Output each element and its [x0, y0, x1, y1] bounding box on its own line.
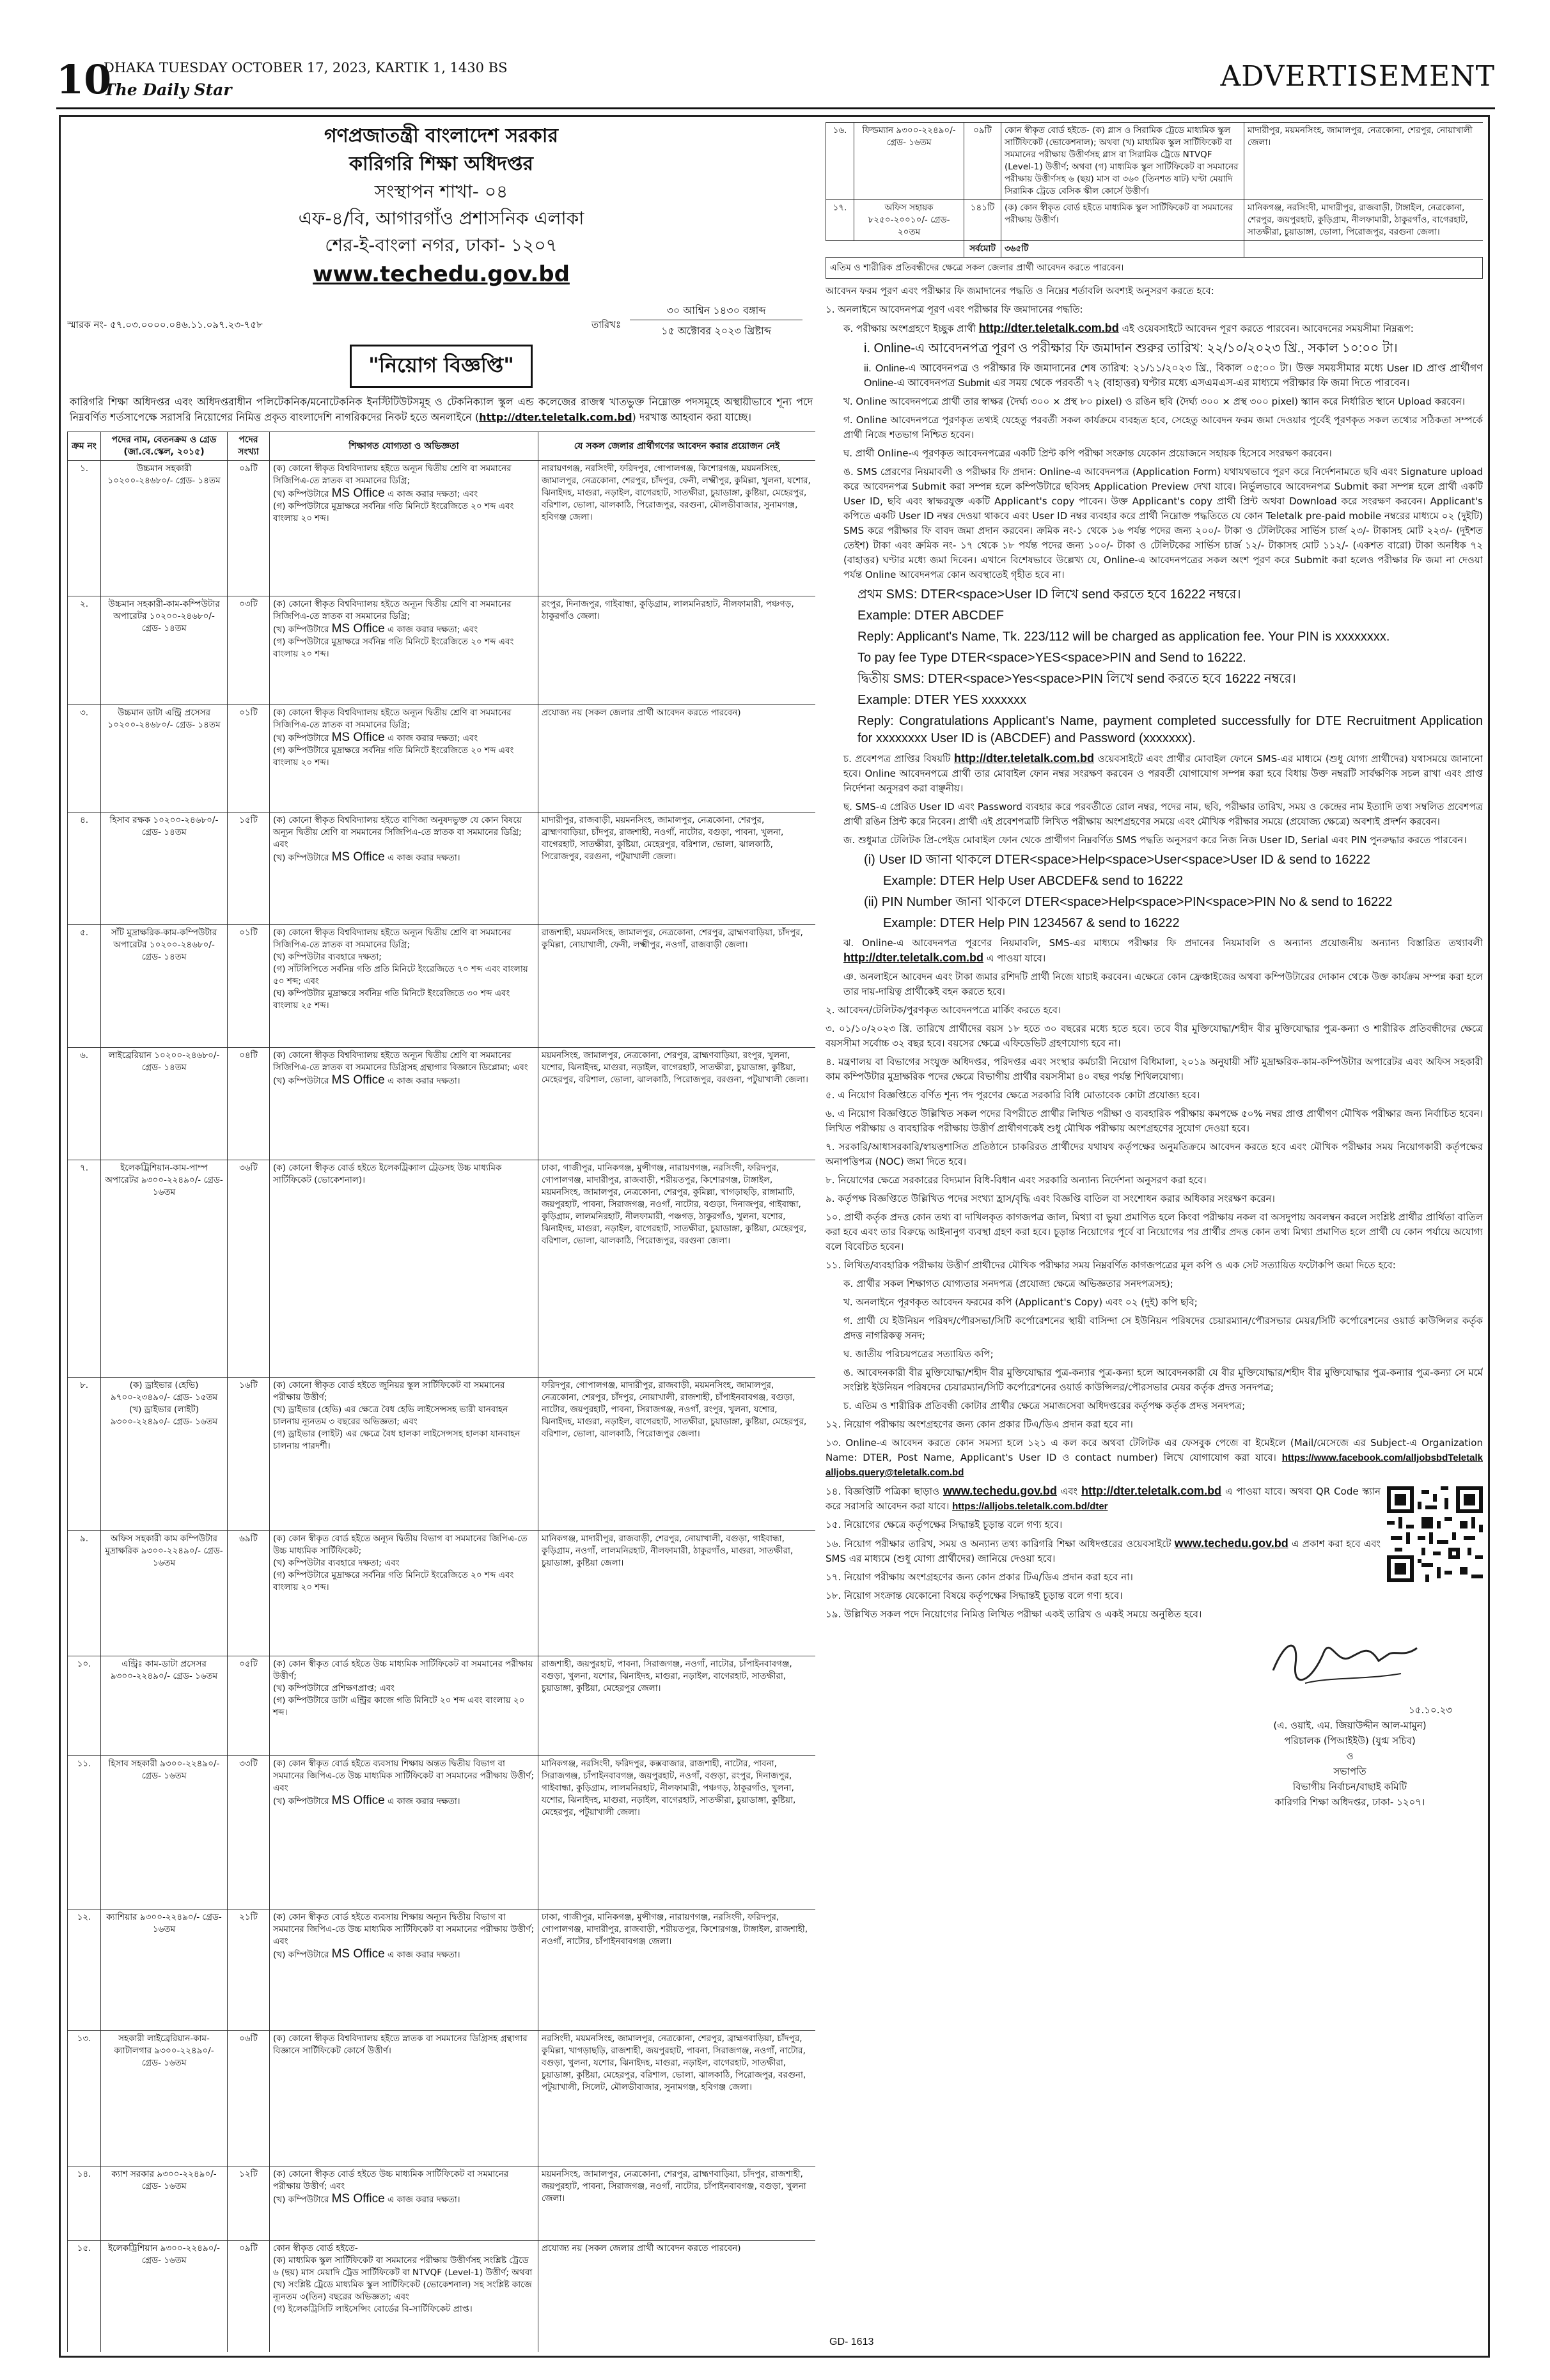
table-row — [68, 461, 816, 596]
qualification-line: (ক) কোনো স্বীকৃত বোর্ড হইতে জুনিয়র স্কুল সার্টিফিকেট বা সমমানের পরীক্ষায় উত্তীর্ণ; — [273, 1380, 505, 1403]
row-count: ০৬টি — [228, 2031, 270, 2166]
table-row — [68, 1048, 816, 1160]
qualification-text: (খ) কম্পিউটারে — [273, 489, 329, 499]
ms-office-label: MS Office — [331, 1947, 385, 1961]
ms-office-label: MS Office — [331, 850, 385, 864]
row-post: হিসাব রক্ষক ১০২০০-২৪৬৮০/- গ্রেড- ১৪তম — [101, 813, 228, 925]
instruction-4: ৪. মন্ত্রণালয় বা বিভাগের সংযুক্ত অধিদপ্তর, পরিদপ্তর এবং সংস্থার কর্মচারী নিয়োগ বিধিমালা, ২০১৯ অনুযায়ী সাঁট মুদ্রাক্ষরিক-কাম-কম্পিউটার অপারেটর এবং অফিস সহকারী কাম কম্পিউটার মুদ্রাক্ষরিক পদের ক্ষেত্রে বিভাগীয় প্রার্থীর বয়সসীমা ৪০ বছর পর্যন্ত শিথিলযোগ্য। — [826, 1056, 1483, 1082]
row-qualification — [270, 596, 538, 705]
qualification-text: এ কাজ করার দক্ষতা। — [387, 1076, 460, 1086]
header-post: পদের নাম, বেতনক্রম ও গ্রেড (জা.বে.স্কেল, ২০১৫) — [101, 432, 228, 461]
signatory-title: পরিচালক (পিআইইউ) (যুগ্ম সচিব) — [1284, 1735, 1416, 1746]
qualification-text: এ কাজ করার দক্ষতা। — [387, 1796, 460, 1807]
instruction-13: ১৩. Online-এ আবেদন করতে কোন সমস্যা হলে ১২১ এ কল করে অথবা টেলিটক এর ফেসবুক পেজে বা ইমেইলে (Mail/মেসেজে এর Subject-এ Organization Name: DTER, Post Name, Applicant's User ID ও contact number) লিখে যোগাযোগ করা যাবে। https://www.facebook.com/alljobsbdTeletalk alljobs.query@teletalk.com.bd — [826, 1437, 1483, 1478]
total-value: ৩৬৫টি — [1001, 241, 1244, 258]
qualification-line: (ক) কোনো স্বীকৃত বিশ্ববিদ্যালয় হইতে বাণিজ্য অনুষদভুক্ত যে কোন বিষয়ে অন্যূন দ্বিতীয় শ্রেণি বা সমমানের সিজিপিএ-তে স্নাতক বা সমমানের ডিগ্রি; এবং — [273, 815, 522, 850]
ms-office-label: MS Office — [331, 622, 385, 635]
row-count: ২১টি — [228, 1909, 270, 2031]
table-row — [68, 2241, 816, 2353]
row-districts: রংপুর, দিনাজপুর, গাইবান্ধা, কুড়িগ্রাম, লালমনিরহাট, নীলফামারী, পঞ্চগড়, ঠাকুরগাঁও জেলা। — [538, 596, 816, 705]
row-serial: ১৪. — [68, 2166, 101, 2241]
row-qualification — [270, 1531, 538, 1656]
row-count: ৩৬টি — [228, 1160, 270, 1378]
instruction-11c: গ. প্রার্থী যে ইউনিয়ন পরিষদ/পৌরসভা/সিটি কর্পোরেশনের স্থায়ী বাসিন্দা সে ইউনিয়ন পরিষদের চেয়ারম্যান/পৌরসভার মেয়র/সিটি কর্পোরেশনের ওয়ার্ড কাউন্সিলর কর্তৃক প্রদত্ত নাগরিকত্ব সনদ; — [843, 1315, 1483, 1341]
qualification-line: (ক) কোনো স্বীকৃত বিশ্ববিদ্যালয় হইতে অন্যূন দ্বিতীয় শ্রেণি বা সমমানের সিজিপিএ-তে স্নাতক বা সমমানের ডিগ্রি; — [273, 599, 512, 621]
qualification-line: (ক) কোন স্বীকৃত বোর্ড হইতে অন্যূন দ্বিতীয় বিভাগ বা সমমানের জিপিএ-তে উচ্চ মাধ্যমিক সার্টিফিকেট; — [273, 1534, 528, 1556]
qualification-line: (ঘ) কম্পিউটার মুদ্রাক্ষরে সর্বনিম্ন গতি মিনিটে ইংরেজিতে ৩০ শব্দ এবং বাংলায় ২৫ শব্দ। — [273, 988, 510, 1011]
instruction-1j: ঞ. অনলাইনে আবেদন এবং টাকা জমার রশিদটি প্রার্থী নিজে যাচাই করবেন। এক্ষেত্রে কোন ফ্রেঞ্চাইজের অথবা কম্পিউটারের দোকান থেকে উক্ত কার্যক্রম সম্পন্ন করা হলে তার দায়-দায়িত্ব প্রার্থীকেই বহন করতে হবে। — [843, 971, 1483, 997]
qualification-line: (গ) ড্রাইভার (লাইট) এর ক্ষেত্রে বৈধ হালকা লাইসেন্সসহ হালকা যানবাহন চালনায় পারদর্শী। — [273, 1429, 521, 1451]
instruction-1h: জ. শুধুমাত্র টেলিটক প্রি-পেইড মোবাইল ফোন থেকে প্রার্থীগণ নিম্নবর্ণিত SMS পদ্ধতি অনুসরণ করে নিজ নিজ User ID, Serial এবং PIN পুনরুদ্ধার করতে পারবেন। — [843, 834, 1467, 846]
table-row — [68, 1531, 816, 1656]
qualification-line: (খ) কম্পিউটার ব্যবহারে দক্ষতা; এবং — [273, 1558, 400, 1568]
instructions — [826, 284, 1483, 1622]
instruction-1: ১. অনলাইনে আবেদনপত্র পূরণ এবং পরীক্ষার ফি জমাদানের পদ্ধতি: — [826, 304, 1083, 315]
instruction-1i: ঝ. Online-এ আবেদনপত্র পূরণের নিয়মাবলি, SMS-এর মাধ্যমে পরীক্ষার ফি প্রদানের নিয়মাবলি ও অন্যান্য প্রয়োজনীয় অন্যান্য বিস্তারিত তথ্যাবলী http://dter.teletalk.com.bd এ পাওয়া যাবে। — [843, 937, 1483, 964]
row-qualification — [270, 813, 538, 925]
qualification-line — [273, 487, 535, 501]
page-number: 10 — [56, 56, 112, 103]
posts-table — [67, 432, 815, 2352]
sms-first: প্রথম SMS: DTER<space>User ID লিখে send করতে হবে 16222 নম্বরে। — [857, 587, 1241, 602]
instruction-3: ৩. ০১/১০/২০২৩ খ্রি. তারিখে প্রার্থীদের বয়স ১৮ হতে ৩০ বছরের মধ্যে হতে হবে। তবে বীর মুক্তিযোদ্ধা/শহীদ বীর মুক্তিযোদ্ধার পুত্র-কন্যা ও শারীরিক প্রতিবন্ধীদের ক্ষেত্রে বয়সসীমা সর্বোচ্চ ৩২ বছর হবে। বয়সের ক্ষেত্রে এফিডেভিট গ্রহণযোগ্য হবে না। — [826, 1023, 1483, 1049]
qualification-line: (ক) কোনো স্বীকৃত বিশ্ববিদ্যালয় হইতে স্নাতক বা সমমানের ডিগ্রিসহ গ্রন্থাগার বিজ্ঞানে সার্টিফিকেট কোর্সে উত্তীর্ণ। — [273, 2034, 528, 2056]
dter-link[interactable]: http://dter.teletalk.com.bd — [1081, 1484, 1222, 1497]
qualification-line — [273, 623, 535, 636]
row-post: ক্যাশ সরকার ৯৩০০-২২৪৯০/- গ্রেড- ১৬তম — [101, 2166, 228, 2241]
qualification-line: (ক) কোন স্বীকৃত বোর্ড হইতে উচ্চ মাধ্যমিক সার্টিফিকেট বা সমমানের পরীক্ষায় উত্তীর্ণ; — [273, 1659, 533, 1681]
qualification-text: (খ) কম্পিউটারে — [273, 1950, 329, 1960]
gd-code: GD- 1613 — [829, 2337, 874, 2347]
row-qualification — [270, 2031, 538, 2166]
qualification-line: (গ) কম্পিউটারে মুদ্রাক্ষরে সর্বনিম্ন গতি মিনিটে ইংরেজিতে ২০ শব্দ এবং বাংলায় ২০ শব্দ। — [273, 745, 514, 768]
row-qualification — [270, 2166, 538, 2241]
address-line-1: এফ-৪/বি, আগারগাঁও প্রশাসনিক এলাকা — [298, 208, 584, 229]
row-serial: ৭. — [68, 1160, 101, 1378]
government-name: গণপ্রজাতন্ত্রী বাংলাদেশ সরকার — [324, 125, 558, 147]
row-post: উচ্চমান ডাটা এন্ট্রি প্রসেসর ১০২০০-২৪৬৮০/- গ্রেড- ১৪তম — [101, 705, 228, 813]
right-column — [826, 122, 1483, 2352]
committee-role: সভাপতি — [1333, 1766, 1366, 1777]
instruction-19: ১৯. উল্লিখিত সকল পদে নিয়োগের নিমিত্ত লিখিত পরীক্ষা একই তারিখ ও একই সময়ে অনুষ্ঠিত হবে। — [826, 1608, 1202, 1620]
sms-second-example: Example: DTER YES xxxxxxx — [857, 693, 1027, 707]
orphan-disabled-note: এতিম ও শারীরিক প্রতিবন্ধীদের ক্ষেত্রে সকল জেলার প্রার্থী আবেদন করতে পারবেন। — [826, 257, 1483, 279]
help-user-id: (i) User ID জানা থাকলে DTER<space>Help<space>User<space>User ID & send to 16222 — [864, 853, 1370, 867]
facebook-link[interactable]: https://www.facebook.com/alljobsbdTeletalk — [1281, 1452, 1483, 1463]
qualification-text: এ কাজ করার দক্ষতা; এবং — [387, 625, 478, 635]
techedu-link[interactable]: www.techedu.gov.bd — [943, 1484, 1057, 1497]
table-row — [68, 596, 816, 705]
row-serial: ৯. — [68, 1531, 101, 1656]
table-row — [68, 1756, 816, 1909]
row-post: সাঁট মুদ্রাক্ষরিক-কাম-কম্পিউটার অপারেটর ১০২০০-২৪৬৮০/- গ্রেড- ১৪তম — [101, 925, 228, 1048]
signature-graphic — [1267, 1626, 1433, 1696]
qr-code[interactable] — [1387, 1486, 1483, 1582]
row-serial: ৪. — [68, 813, 101, 925]
row-districts: রাজশাহী, ময়মনসিংহ, জামালপুর, নেত্রকোনা, শেরপুর, ব্রাহ্মণবাড়িয়া, চাঁদপুর, কুমিল্লা, নোয়াখালী, ফেনী, লক্ষ্মীপুর, নওগাঁ, রাজবাড়ী জেলা। — [538, 925, 816, 1048]
masthead — [56, 56, 1495, 107]
qualification-line: (ক) কোনো স্বীকৃত বিশ্ববিদ্যালয় হইতে অন্যূন দ্বিতীয় শ্রেণি বা সমমানের সিজিপিএ-তে স্নাতক বা সমমানের ডিগ্রি; — [273, 463, 512, 486]
memo-reference: স্মারক নং- ৫৭.০৩.০০০০.০৪৬.১১.০৯৭.২৩-৭৫৮ — [67, 319, 263, 331]
row-districts: মানিকগঞ্জ, নরসিংদী, মাদারীপুর, রাজবাড়ী, টাঙ্গাইল, নেত্রকোনা, শেরপুর, জয়পুরহাট, কুড়িগ্রাম, নীলফামারী, ঠাকুরগাঁও, বাগেরহাট, সাতক্ষীরা, চুয়াডাঙ্গা, ভোলা, পিরোজপুর, বরগুনা জেলা। — [1244, 200, 1483, 241]
table-header-row — [68, 432, 816, 461]
qualification-line — [273, 1794, 535, 1808]
row-qualification — [270, 1160, 538, 1378]
instruction-10: ১০. প্রার্থী কর্তৃক প্রদত্ত কোন তথ্য বা দাখিলকৃত কাগজপত্র জাল, মিথ্যা বা ভুয়া প্রমাণিত হলে কিংবা পরীক্ষায় নকল বা অসদুপায় অবলম্বন করলে সংশ্লিষ্ট প্রার্থীর প্রার্থিতা বাতিল করা হবে এবং তার বিরুদ্ধে আইনানুগ ব্যবস্থা গ্রহণ করা হবে। চূড়ান্ত নিয়োগের পূর্বে বা নিয়োগের পর প্রার্থীর প্রদত্ত কোন তথ্য মিথ্যা প্রমাণিত হলে প্রার্থী যে কোন পর্যায়ে অযোগ্য বলে বিবেচিত হবেন। — [826, 1211, 1483, 1252]
qualification-line: (ক) কোনো স্বীকৃত বিশ্ববিদ্যালয় হইতে অন্যূন দ্বিতীয় শ্রেণি বা সমমানের সিজিপিএ-তে স্নাতক বা সমমানের ডিগ্রিসহ গ্রন্থাগার বিজ্ঞানে ডিপ্লোমা; এবং — [273, 1050, 528, 1073]
qualification-line: (গ) ইলেকট্রিসিটি লাইসেন্সিং বোর্ডের বি-সার্টিফিকেট প্রাপ্ত। — [273, 2304, 473, 2314]
row-qualification — [270, 1378, 538, 1531]
instruction-17: ১৭. নিয়োগ পরীক্ষায় অংশগ্রহণের জন্য কোন প্রকার টিএ/ডিএ প্রদান করা হবে না। — [826, 1571, 1133, 1583]
row-districts: মাদারীপুর, ময়মনসিংহ, জামালপুর, নেত্রকোনা, শেরপুর, নোয়াখালী জেলা। — [1244, 123, 1483, 200]
row-qualification — [270, 461, 538, 596]
masthead-rule — [56, 107, 1495, 109]
qualification-line — [273, 731, 535, 745]
address-line-2: শের-ই-বাংলা নগর, ঢাকা- ১২০৭ — [325, 235, 558, 256]
ms-office-label: MS Office — [331, 486, 385, 500]
table-row — [68, 2166, 816, 2241]
instruction-11d: ঘ. জাতীয় পরিচয়পত্রের সত্যায়িত কপি; — [843, 1348, 994, 1360]
alljobs-link[interactable]: https://alljobs.teletalk.com.bd/dter — [952, 1501, 1108, 1512]
row-serial: ৮. — [68, 1378, 101, 1531]
instruction-11e: ঙ. আবেদনকারী বীর মুক্তিযোদ্ধা/শহীদ বীর মুক্তিযোদ্ধার পুত্র-কন্যার পুত্র-কন্যা হলে আবেদনকারী যে বীর মুক্তিযোদ্ধার/শহীদ বীর মুক্তিযোদ্ধার পুত্র-কন্যার পুত্র-কন্যা সে মর্মে সংশ্লিষ্ট ইউনিয়ন পরিষদের চেয়ারম্যান/সিটি কর্পোরেশনের ওয়ার্ড কাউন্সিলর/পৌরসভার মেয়র কর্তৃক প্রদত্ত সনদপত্র; — [843, 1367, 1483, 1393]
row-serial: ১. — [68, 461, 101, 596]
posts-table-body — [68, 461, 816, 2353]
row-serial: ১৩. — [68, 2031, 101, 2166]
qualification-line: (ক) মাধ্যমিক স্কুল সার্টিফিকেট বা সমমানের পরীক্ষায় উত্তীর্ণসহ সংশ্লিষ্ট ট্রেডে ৬ (ছয়) মাস মেয়াদি ট্রেড সার্টিফিকেট বা NTVQF (Level-1) উত্তীর্ণ; অথবা — [273, 2255, 533, 2278]
instruction-7: ৭. সরকারি/আধাসরকারি/স্বায়ত্তশাসিত প্রতিষ্ঠানে চাকরিরত প্রার্থীদের যথাযথ কর্তৃপক্ষের অনুমতিক্রমে আবেদন করতে হবে এবং মৌখিক পরীক্ষার সময় নিয়োগকারী কর্তৃপক্ষের অনাপত্তিপত্র (NOC) জমা দিতে হবে। — [826, 1141, 1483, 1167]
signatory — [1222, 1702, 1478, 1810]
qr-code-graphic — [1387, 1486, 1483, 1582]
table-row — [68, 1656, 816, 1756]
memo-line — [67, 293, 815, 342]
table-row — [826, 123, 1483, 200]
ms-office-label: MS Office — [331, 1794, 385, 1807]
signatory-and: ও — [1346, 1750, 1354, 1762]
row-count: ০৫টি — [228, 1656, 270, 1756]
qualification-line: (খ) কম্পিউটারে প্রশিক্ষণপ্রাপ্ত; এবং — [273, 1683, 395, 1693]
instruction-2: ২. আবেদন/টেলিটক/পুরণকৃত আবেদনপত্রে মার্কিং করতে হবে। — [826, 1004, 1061, 1016]
row-post: লাইব্রেরিয়ান ১০২০০-২৪৬৮০/- গ্রেড- ১৪তম — [101, 1048, 228, 1160]
row-qualification — [270, 1048, 538, 1160]
branch-name: সংস্থাপন শাখা- ০৪ — [374, 181, 508, 202]
row-districts: রাজশাহী, জয়পুরহাট, পাবনা, সিরাজগঞ্জ, নওগাঁ, নাটোর, চাঁপাইনবাবগঞ্জ, বগুড়া, খুলনা, যশোর, ঝিনাইদহ, মাগুরা, নড়াইল, বাগেরহাট, সাতক্ষীরা, চুয়াডাঙ্গা, কুষ্টিয়া, মেহেরপুর জেলা। — [538, 1656, 816, 1756]
row-count: ০১টি — [228, 925, 270, 1048]
posts-table-continued-body — [826, 123, 1483, 241]
row-count: ০৯টি — [228, 461, 270, 596]
dter-link[interactable]: http://dter.teletalk.com.bd — [978, 322, 1119, 334]
qualification-line: (খ) সংশ্লিষ্ট ট্রেডে মাধ্যমিক স্কুল সার্টিফিকেট (ভোকেশনাল) সহ সংশ্লিষ্ট কাজে ন্যূনতম ৩(তিন) বছরের অভিজ্ঞতা; এবং — [273, 2280, 532, 2302]
qualification-line: (গ) কম্পিউটারে মুদ্রাক্ষরে সর্বনিম্ন গতি মিনিটে ইংরেজিতে ২০ শব্দ এবং বাংলায় ২০ শব্দ। — [273, 1570, 514, 1592]
row-post: ইলেকট্রিশিয়ান ৯৩০০-২২৪৯০/- গ্রেড- ১৬তম — [101, 2241, 228, 2353]
qualification-text: এ কাজ করার দক্ষতা। — [387, 2195, 460, 2205]
sms-first-pay: To pay fee Type DTER<space>YES<space>PIN and Send to 16222. — [857, 651, 1246, 665]
row-count: ১৪১টি — [964, 200, 1001, 241]
qualification-line: (ক) কোনো স্বীকৃত বিশ্ববিদ্যালয় হইতে অন্যূন দ্বিতীয় শ্রেণি বা সমমানের সিজিপিএ-তে স্নাতক বা সমমানের ডিগ্রি; — [273, 708, 512, 730]
row-qualification — [270, 1756, 538, 1909]
department-name: কারিগরি শিক্ষা অধিদপ্তর — [348, 153, 534, 175]
ms-office-label: MS Office — [331, 731, 385, 744]
qualification-line: (গ) কম্পিউটারে মুদ্রাক্ষরে সর্বনিম্ন গতি মিনিটে ইংরেজিতে ২০ শব্দ এবং বাংলায় ২০ শব্দ। — [273, 637, 514, 659]
instruction-1f: চ. প্রবেশপত্র প্রাপ্তির বিষয়টি http://dter.teletalk.com.bd ওয়েবসাইটে এবং প্রার্থীর মোবাইল ফোনে SMS-এর মাধ্যমে (শুধু যোগ্য প্রার্থীদের) যথাসময়ে জানানো হবে। Online আবেদনপত্রে প্রার্থী তার মোবাইল ফোন নম্বর সংরক্ষণ করবেন ও পরবর্তী যোগাযোগ সম্পন্ন করা হবে বিধায় উক্ত নম্বরটি সার্বক্ষণিক সচল রাখা এবং প্রাপ্ত নির্দেশনা অনুসরণ করা বাঞ্ছনীয়। — [843, 752, 1483, 794]
row-qualification — [270, 1656, 538, 1756]
row-q: (ক) কোন স্বীকৃত বোর্ড হইতে মাধ্যমিক স্কুল সার্টিফিকেট বা সমমানের পরীক্ষায় উত্তীর্ণ। — [1001, 200, 1244, 241]
committee-name: বিভাগীয় নির্বাচন/বাছাই কমিটি — [1292, 1781, 1407, 1793]
row-serial: ৬. — [68, 1048, 101, 1160]
qualification-line: (খ) কম্পিউটার ব্যবহারে দক্ষতা; — [273, 952, 382, 962]
row-count: ১২টি — [228, 2166, 270, 2241]
signature-date: ১৫.১০.২৩ — [1409, 1704, 1452, 1716]
table-row — [68, 813, 816, 925]
left-column — [67, 122, 815, 2352]
table-row — [68, 1909, 816, 2031]
qualification-text: এ কাজ করার দক্ষতা; এবং — [387, 489, 478, 499]
instruction-9: ৯. কর্তৃপক্ষ বিজ্ঞপ্তিতে উল্লিখিত পদের সংখ্যা হ্রাস/বৃদ্ধি এবং বিজ্ঞপ্তি বাতিল বা সংশোধন করার অধিকার সংরক্ষণ করেন। — [826, 1193, 1275, 1204]
row-qualification — [270, 925, 538, 1048]
table-row — [68, 1378, 816, 1531]
row-qualification — [270, 2241, 538, 2353]
qualification-line — [273, 1948, 535, 1961]
help-pin-example: Example: DTER Help PIN 1234567 & send to 16222 — [883, 916, 1180, 930]
row-districts: প্রযোজ্য নয় (সকল জেলার প্রার্থী আবেদন করতে পারবেন) — [538, 705, 816, 813]
instruction-1c: গ. Online আবেদনপত্রে পূরণকৃত তথ্যই যেহেতু পরবর্তী সকল কার্যক্রমে ব্যবহৃত হবে, সেহেতু আবেদন ফরম জমা দেওয়ার পূর্বেই পূরণকৃত সকল তথ্যের সঠিকতা সম্পর্কে প্রার্থী নিজে শতভাগ নিশ্চিত হবেন। — [843, 414, 1483, 440]
techedu-link[interactable]: www.techedu.gov.bd — [1174, 1537, 1288, 1550]
instruction-18: ১৮. নিয়োগ সংক্রান্ত যেকোনো বিষয়ে কর্তৃপক্ষের সিদ্ধান্তই চূড়ান্ত বলে গণ্য হবে। — [826, 1590, 1123, 1601]
qualification-line — [273, 2193, 535, 2206]
qualification-line — [273, 1074, 535, 1087]
table-row — [68, 705, 816, 813]
row-qualification — [270, 1909, 538, 2031]
row-serial: ১১. — [68, 1756, 101, 1909]
row-count: ৩৩টি — [228, 1756, 270, 1909]
row-serial: ২. — [68, 596, 101, 705]
row-count: ৬৯টি — [228, 1531, 270, 1656]
paper-name: The Daily Star — [104, 81, 232, 99]
qualification-line: (ক) কোন স্বীকৃত বোর্ড হইতে ব্যবসায় শিক্ষায় অন্যূন দ্বিতীয় বিভাগ বা সমমানের জিপিএ-তে উচ্চ মাধ্যমিক সার্টিফিকেট বা সমমানের পরীক্ষায় উত্তীর্ণ; এবং — [273, 1912, 534, 1947]
signatory-name: (এ. ওয়াই. এম. জিয়াউদ্দীন আল-মামুন) — [1273, 1720, 1427, 1731]
row-districts: প্রযোজ্য নয় (সকল জেলার প্রার্থী আবেদন করতে পারবেন) — [538, 2241, 816, 2353]
section-title: ADVERTISEMENT — [1220, 60, 1495, 93]
row-post: ক্যাশিয়ার ৯৩০০-২২৪৯০/- গ্রেড- ১৬তম — [101, 1909, 228, 2031]
row-districts: ময়মনসিংহ, জামালপুর, নেত্রকোনা, শেরপুর, ব্রাহ্মণবাড়িয়া, চাঁদপুর, রাজশাহী, জয়পুরহাট, পাবনা, সিরাজগঞ্জ, নওগাঁ, নাটোর, চাঁপাইনবাবগঞ্জ, বগুড়া, খুলনা জেলা। — [538, 2166, 816, 2241]
row-post: উচ্চমান সহকারী ১০২০০-২৪৬৮০/- গ্রেড- ১৪তম — [101, 461, 228, 596]
instruction-15: ১৫. নিয়োগের ক্ষেত্রে কর্তৃপক্ষের সিদ্ধান্তই চূড়ান্ত বলে গণ্য হবে। — [826, 1519, 1063, 1530]
qualification-line: কোন স্বীকৃত বোর্ড হইতে- — [273, 2243, 358, 2253]
instruction-1b: খ. Online আবেদনপত্রে প্রার্থী তার স্বাক্ষর (দৈর্ঘ্য ৩০০ × প্রস্থ ৮০ pixel) ও রঙিন ছবি (দৈর্ঘ্য ৩০০ × প্রস্থ ৩০০ pixel) স্ক্যান করে নির্ধারিত স্থানে Upload করবেন। — [843, 396, 1465, 407]
row-districts: ফরিদপুর, গোপালগঞ্জ, মাদারীপুর, রাজবাড়ী, ময়মনসিংহ, জামালপুর, নেত্রকোনা, শেরপুর, চাঁদপুর, নোয়াখালী, রাজশাহী, চাঁপাইনবাবগঞ্জ, বগুড়া, নাটোর, জয়পুরহাট, পাবনা, সিরাজগঞ্জ, নওগাঁ, রংপুর, খুলনা, যশোর, ঝিনাইদহ, মাগুরা, নড়াইল, বাগেরহাট, সাতক্ষীরা, চুয়াডাঙ্গা, কুষ্টিয়া, মেহেরপুর, বরিশাল, ভোলা, ঝালকাঠি, পিরোজপুর জেলা। — [538, 1378, 816, 1531]
posts-table-continued — [826, 122, 1483, 258]
row-districts: নরসিংদী, ময়মনসিংহ, জামালপুর, নেত্রকোনা, শেরপুর, ব্রাহ্মণবাড়িয়া, চাঁদপুর, কুমিল্লা, খাগড়াছড়ি, রাজশাহী, জয়পুরহাট, পাবনা, সিরাজগঞ্জ, নওগাঁ, নাটোর, বগুড়া, খুলনা, যশোর, ঝিনাইদহ, মাগুরা, নড়াইল, বাগেরহাট, সাতক্ষীরা, চুয়াডাঙ্গা, কুষ্টিয়া, মেহেরপুর, বরিশাল, ভোলা, ঝালকাঠি, পিরোজপুর, বরগুনা, পটুয়াখালী, সিলেট, মৌলভীবাজার, সুনামগঞ্জ, হবিগঞ্জ জেলা। — [538, 2031, 816, 2166]
qualification-text: এ কাজ করার দক্ষতা। — [387, 1950, 460, 1960]
date-bangla: ৩০ আশ্বিন ১৪৩০ বঙ্গাব্দ — [630, 302, 802, 320]
row-post: এন্ট্রিঃ কাম-ডাটা প্রসেসর ৯৩০০-২২৪৯০/- গ্রেড- ১৬তম — [101, 1656, 228, 1756]
row-sl: ১৬. — [826, 123, 854, 200]
qualification-line: (ক) কোনো স্বীকৃত বিশ্ববিদ্যালয় হইতে অন্যূন দ্বিতীয় শ্রেণি বা সমমানের সিজিপিএ-তে স্নাতক বা সমমানের ডিগ্রি; — [273, 928, 512, 950]
instruction-12: ১২. নিয়োগ পরীক্ষায় অংশগ্রহণের জন্য কোন প্রকার টিএ/ডিএ প্রদান করা হবে না। — [826, 1419, 1133, 1430]
row-districts: মানিকগঞ্জ, নরসিংদী, ফরিদপুর, কক্সবাজার, রাজশাহী, নাটোর, পাবনা, সিরাজগঞ্জ, চাঁপাইনবাবগঞ্জ, জয়পুরহাট, নওগাঁ, বগুড়া, রংপুর, দিনাজপুর, গাইবান্ধা, কুড়িগ্রাম, লালমনিরহাট, নীলফামারী, পঞ্চগড়, ঠাকুরগাঁও, খুলনা, যশোর, ঝিনাইদহ, মাগুরা, নড়াইল, বাগেরহাট, সাতক্ষীরা, চুয়াডাঙ্গা, কুষ্টিয়া, মেহেরপুর, পটুয়াখালী জেলা। — [538, 1756, 816, 1909]
qualification-line: (গ) কম্পিউটারে মুদ্রাক্ষরে সর্বনিম্ন গতি মিনিটে ইংরেজিতে ২০ শব্দ এবং বাংলায় ২০ শব্দ। — [273, 501, 514, 524]
instruction-1d: ঘ. প্রার্থী Online-এ পূরণকৃত আবেদনপত্রের একটি প্রিন্ট কপি পরীক্ষা সংক্রান্ত যেকোন প্রয়োজনে সহায়ক হিসেবে সংরক্ষণ করবেন। — [843, 447, 1332, 459]
row-count: ০৪টি — [228, 1048, 270, 1160]
instruction-11a: ক. প্রার্থীর সকল শিক্ষাগত যোগ্যতার সনদপত্র (প্রযোজ্য ক্ষেত্রে অভিজ্ঞতার সনদপত্রসহ); — [843, 1278, 1173, 1289]
instruction-11: ১১. লিখিত/ব্যবহারিক পরীক্ষায় উত্তীর্ণ প্রার্থীদের মৌখিক পরীক্ষার সময় নিম্নবর্ণিত কাগজপত্রের মূল কপি ও এক সেট সত্যায়িত ফটোকপি জমা দিতে হবে: — [826, 1259, 1396, 1271]
date-label: তারিখঃ — [591, 319, 621, 331]
sms-first-reply: Reply: Applicant's Name, Tk. 223/112 will be charged as application fee. Your PIN is xxxxxxxx. — [857, 630, 1390, 644]
row-post: (ক) ড্রাইভার (হেভি) ৯৭০০-২৩৪৯০/- গ্রেড- ১৫তম (খ) ড্রাইভার (লাইট) ৯৩০০-২২৪৯০/- গ্রেড- ১৬তম — [101, 1378, 228, 1531]
signature-block — [826, 1626, 1483, 1808]
instructions-intro: আবেদন ফরম পূরণ এবং পরীক্ষার ফি জমাদানের পদ্ধতি ও নিম্নের শর্তাবলি অবশ্যই অনুসরণ করতে হবে: — [826, 285, 1214, 297]
dter-link[interactable]: http://dter.teletalk.com.bd — [843, 951, 984, 964]
qualification-line: (ক) কোনো স্বীকৃত বোর্ড হইতে ইলেকট্রিক্যাল ট্রেডসহ উচ্চ মাধ্যমিক সার্টিফিকেট (ভোকেশনাল)। — [273, 1163, 502, 1185]
header-qualification: শিক্ষাগত যোগ্যতা ও অভিজ্ঞতা — [270, 432, 538, 461]
row-count: ০১টি — [228, 705, 270, 813]
row-serial: ৩. — [68, 705, 101, 813]
date-english: ১৫ অক্টোবর ২০২৩ খ্রিষ্টাব্দ — [661, 325, 771, 337]
qualification-text: (খ) কম্পিউটারে — [273, 1796, 329, 1807]
sms-first-example: Example: DTER ABCDEF — [857, 609, 1004, 623]
instruction-11b: খ. অনলাইনে পূরণকৃত আবেদন ফরমের কপি (Applicant's Copy) এবং ০২ (দুই) কপি ছবি; — [843, 1296, 1198, 1308]
sms-second-reply: Reply: Congratulations Applicant's Name, payment completed successfully for DTE Recruitment Application for xxxxxxxx User ID is (ABCDEF) and Password (xxxxxxx). — [857, 714, 1483, 745]
advertisement-box — [59, 115, 1490, 2358]
help-pin: (ii) PIN Number জানা থাকলে DTER<space>Help<space>PIN<space>PIN No & send to 16222 — [864, 895, 1393, 909]
help-user-id-example: Example: DTER Help User ABCDEF& send to 16222 — [883, 874, 1184, 888]
total-row — [826, 241, 1483, 258]
qualification-text: (খ) কম্পিউটারে — [273, 2195, 329, 2205]
header-districts: যে সকল জেলার প্রার্থীগণের আবেদন করার প্রয়োজন নেই — [538, 432, 816, 461]
table-row — [826, 200, 1483, 241]
dateline: DHAKA TUESDAY OCTOBER 17, 2023, KARTIK 1, 1430 BS — [104, 60, 508, 75]
office-header — [67, 122, 815, 290]
intro-paragraph: কারিগরি শিক্ষা অধিদপ্তর এবং অধিদপ্তরাধীন পলিটেকনিক/মনোটেকনিক ইনস্টিটিউটসমূহ ও টেকনিক্যাল স্কুল এন্ড কলেজের রাজস্ব খাতভুক্ত নিম্নোক্ত পদসমূহে অস্থায়ীভাবে শূন্য পদে নিম্নবর্ণিত শর্তসাপেক্ষে সরাসরি নিয়োগের নিমিত্ত প্রকৃত বাংলাদেশি নাগরিকদের নিকট হতে অনলাইনে (http://dter.teletalk.com.bd) দরখাস্ত আহবান করা যাচ্ছে। — [70, 396, 813, 423]
row-districts: নারায়ণগঞ্জ, নরসিংদী, ফরিদপুর, গোপালগঞ্জ, কিশোরগঞ্জ, ময়মনসিংহ, জামালপুর, নেত্রকোনা, শেরপুর, চাঁদপুর, ফেনী, লক্ষ্মীপুর, কুমিল্লা, খুলনা, যশোর, ঝিনাইদহ, মাগুরা, নড়াইল, বাগেরহাট, সাতক্ষীরা, চুয়াডাঙ্গা, কুষ্টিয়া, মেহেরপুর, বরিশাল, ভোলা, ঝালকাঠি, পিরোজপুর, বরগুনা, মৌলভীবাজার, সুনামগঞ্জ, হবিগঞ্জ জেলা। — [538, 461, 816, 596]
row-serial: ৫. — [68, 925, 101, 1048]
row-serial: ১০. — [68, 1656, 101, 1756]
row-post: হিসাব সহকারী ৯৩০০-২২৪৯০/- গ্রেড- ১৬তম — [101, 1756, 228, 1909]
dter-link[interactable]: http://dter.teletalk.com.bd — [954, 752, 1095, 765]
row-count: ০৩টি — [228, 596, 270, 705]
instruction-5: ৫. এ নিয়োগ বিজ্ঞপ্তিতে বর্ণিত শূন্য পদ পূরণের ক্ষেত্রে সরকারি বিধি মোতাবেক কোটা প্রযোজ্য হবে। — [826, 1089, 1200, 1101]
qualification-line: (ক) কোনো স্বীকৃত বোর্ড হইতে উচ্চ মাধ্যমিক সার্টিফিকেট বা সমমানের পরীক্ষায় উত্তীর্ণ; এবং — [273, 2169, 509, 2191]
total-label: সর্বমোট — [964, 241, 1001, 258]
instruction-16: ১৬. নিয়োগ পরীক্ষার তারিখ, সময় ও অন্যান্য তথ্য কারিগরি শিক্ষা অধিদপ্তরের ওয়েবসাইটে www.techedu.gov.bd এ প্রকাশ করা হবে এবং SMS এর মাধ্যমে (শুধু যোগ্য প্রার্থীদের) জানিয়ে দেওয়া হবে। — [826, 1537, 1381, 1564]
row-post: সহকারী লাইব্রেরিয়ান-কাম-ক্যাটালগার ৯৩০০-২২৪৯০/- গ্রেড- ১৬তম — [101, 2031, 228, 2166]
instruction-1e: ঙ. SMS প্রেরণের নিয়মাবলী ও পরীক্ষার ফি প্রদান: Online-এ আবেদনপত্র (Application Form) যথাযথভাবে পূরণ করে নির্দেশনামতে ছবি এবং Signature upload করে আবেদনপত্র Submit করা সম্পন্ন হলে কম্পিউটারে ছবিসহ Application Preview দেখা যাবে। নির্ভুলভাবে আবেদনপত্র Submit করা সম্পন্ন হলে প্রার্থী একটি User ID, ছবি এবং স্বাক্ষরযুক্ত একটি Applicant's copy পাবেন। উক্ত Applicant's copy প্রার্থী প্রিন্ট অথবা Download করে সংরক্ষণ করবেন। Applicant's কপিতে একটি User ID নম্বর দেওয়া থাকবে এবং User ID নম্বর ব্যবহার করে প্রার্থী নিম্নোক্ত পদ্ধতিতে যে কোন Teletalk pre-paid mobile নম্বরের মাধ্যমে ০২ (দুইটি) SMS করে পরীক্ষার ফি বাবদ জমা প্রদান করবেন। ক্রমিক নং-১ থেকে ১৬ পর্যন্ত পদের জন্য ২০০/- টাকা ও টেলিটকের সার্ভিস চার্জ ২৩/- টাকাসহ মোট ২২৩/- (দুইশত তেইশ) টাকা এবং ক্রমিক নং- ১৭ থেকে ১৮ পর্যন্ত পদের জন্য ১০০/- টাকা ও টেলিটকের সার্ভিস চার্জ ১২/- টাকাসহ মোট ১১২/- (একশত বারো) টাকা অনধিক ৭২ (বাহাত্তর) ঘণ্টার মধ্যে জমা দিবেন। এখানে বিশেষভাবে উল্লেখ্য যে, Online-এ আবেদনপত্রের সকল অংশ পূরণ করে Submit করা হলেও পরীক্ষার ফি জমা না দেওয়া পর্যন্ত Online আবেদনপত্র কোন অবস্থাতেই গৃহীত হবে না। — [843, 466, 1483, 580]
sms-second: দ্বিতীয় SMS: DTER<space>Yes<space>PIN লিখে send করতে হবে 16222 নম্বরে। — [857, 672, 1296, 686]
apply-link[interactable]: http://dter.teletalk.com.bd — [479, 411, 632, 423]
row-serial: ১২. — [68, 1909, 101, 2031]
row-count: ০৯টি — [228, 2241, 270, 2353]
qualification-text: (খ) কম্পিউটারে — [273, 1076, 329, 1086]
qualification-line: (গ) কম্পিউটারে ডাটা এন্ট্রির কাজে গতি মিনিটে ২০ শব্দ এবং বাংলায় ২০ শব্দ। — [273, 1695, 525, 1718]
instruction-14: ১৪. বিজ্ঞপ্তিটি পত্রিকা ছাড়াও www.techedu.gov.bd এবং http://dter.teletalk.com.bd এ পাওয়া যাবে। অথবা QR Code স্ক্যান করে সরাসরি আবেদন করা যাবে। https://alljobs.teletalk.com.bd/dter — [826, 1484, 1381, 1512]
table-row — [68, 2031, 816, 2166]
qualification-text: এ কাজ করার দক্ষতা। — [387, 853, 460, 863]
instruction-6: ৬. এ নিয়োগ বিজ্ঞপ্তিতে উল্লিখিত সকল পদের বিপরীতে প্রার্থীর লিখিত পরীক্ষা ও ব্যবহারিক পরীক্ষায় কমপক্ষে ৫০% নম্বর প্রাপ্ত প্রার্থীগণ মৌখিক পরীক্ষার জন্য নির্বাচিত হবেন। লিখিত পরীক্ষায় ও ব্যবহারিক পরীক্ষায় উত্তীর্ণ প্রার্থীগণকেই শুধু মৌখিক পরীক্ষায় অংশগ্রহণের সুযোগ দেওয়া হবে। — [826, 1108, 1483, 1134]
qualification-line: (ক) কোন স্বীকৃত বোর্ড হইতে ব্যবসায় শিক্ষায় অন্তত দ্বিতীয় বিভাগ বা সমমানের জিপিএ-তে উচ্চ মাধ্যমিক সার্টিফিকেট বা সমমানের পরীক্ষায় উত্তীর্ণ; এবং — [273, 1759, 534, 1793]
row-count: ১৬টি — [228, 1378, 270, 1531]
qualification-text: এ কাজ করার দক্ষতা; এবং — [387, 733, 478, 743]
row-post: ইলেকট্রিশিয়ান-কাম-পাম্প অপারেটর ৯৩০০-২২৪৯০/- গ্রেড- ১৬তম — [101, 1160, 228, 1378]
row-districts: ঢাকা, গাজীপুর, মানিকগঞ্জ, মুন্সীগঞ্জ, নারায়ণগঞ্জ, নরসিংদী, ফরিদপুর, গোপালগঞ্জ, মাদারীপুর, রাজবাড়ী, শরীয়তপুর, কিশোরগঞ্জ, টাঙ্গাইল, ময়মনসিংহ, জামালপুর, নেত্রকোনা, শেরপুর, কুমিল্লা, খাগড়াছড়ি, রাঙ্গামাটি, জয়পুরহাট, পাবনা, সিরাজগঞ্জ, নওগাঁ, নাটোর, বগুড়া, দিনাজপুর, গাইবান্ধা, কুড়িগ্রাম, লালমনিরহাট, নীলফামারী, পঞ্চগড়, ঠাকুরগাঁও, খুলনা, যশোর, ঝিনাইদহ, মাগুরা, নড়াইল, বাগেরহাট, সাতক্ষীরা, চুয়াডাঙ্গা, কুষ্টিয়া, মেহেরপুর, বরিশাল, ভোলা, ঝালকাঠি, পিরোজপুর, বরগুনা জেলা। — [538, 1160, 816, 1378]
office-address: কারিগরি শিক্ষা অধিদপ্তর, ঢাকা- ১২০৭। — [1274, 1796, 1425, 1808]
row-post: অফিস সহকারী কাম কম্পিউটার মুদ্রাক্ষরিক ৯৩০০-২২৪৯০/- গ্রেড- ১৬তম — [101, 1531, 228, 1656]
instruction-1a-ii: ii. Online-এ আবেদনপত্র ও পরীক্ষার ফি জমাদানের শেষ তারিখ: ২১/১১/২০২৩ খ্রি., বিকাল ০৫:০০ টা। উক্ত সময়সীমার মধ্যে User ID প্রাপ্ত প্রার্থীগণ Online-এ আবেদনপত্র Submit এর সময় থেকে পরবর্তী ৭২ (বাহাত্তর) ঘণ্টার মধ্যে এসএমএস-এর মাধ্যমে পরীক্ষার ফি জমা দিতে পারবেন। — [864, 363, 1483, 389]
qualification-text: (খ) কম্পিউটারে — [273, 625, 329, 635]
row-sl: ১৭. — [826, 200, 854, 241]
row-post: উচ্চমান সহকারী-কাম-কম্পিউটার অপারেটর ১০২০০-২৪৬৮০/- গ্রেড- ১৪তম — [101, 596, 228, 705]
row-districts: মানিকগঞ্জ, মাদারীপুর, রাজবাড়ী, শেরপুর, নোয়াখালী, বগুড়া, গাইবান্ধা, কুড়িগ্রাম, নওগাঁ, লালমনিরহাট, নীলফামারী, ঠাকুরগাঁও, মাগুরা, সাতক্ষীরা, চুয়াডাঙ্গা, কুষ্টিয়া জেলা। — [538, 1531, 816, 1656]
website-link[interactable]: www.techedu.gov.bd — [313, 261, 570, 287]
notice-title: "নিয়োগ বিজ্ঞপ্তি" — [67, 345, 815, 388]
row-post: ফিল্ডম্যান ৯৩০০-২২৪৯০/- গ্রেড- ১৬তম — [854, 123, 964, 200]
table-row — [68, 1160, 816, 1378]
row-q: কোন স্বীকৃত বোর্ড হইতে- (ক) গ্লাস ও সিরামিক ট্রেডে মাধ্যমিক স্কুল সার্টিফিকেট (ভোকেশনাল); অথবা (খ) মাধ্যমিক স্কুল সার্টিফিকেট বা সমমানের পরীক্ষায় উত্তীর্ণসহ গ্লাস বা সিরামিক ট্রেডে NTVQF (Level-1) উত্তীর্ণ; অথবা (গ) মাধ্যমিক স্কুল সার্টিফিকেট বা সমমানের পরীক্ষায় উত্তীর্ণসহ ৬ (ছয়) মাস বা ৩৬০ (তিনশত ষাট) ঘণ্টা মেয়াদি সিরামিক ট্রেডে বেসিক স্কীল কোর্সে উত্তীর্ণ। — [1001, 123, 1244, 200]
row-districts: ময়মনসিংহ, জামালপুর, নেত্রকোনা, শেরপুর, ব্রাহ্মণবাড়িয়া, রংপুর, খুলনা, যশোর, ঝিনাইদহ, মাগুরা, নড়াইল, বাগেরহাট, সাতক্ষীরা, চুয়াডাঙ্গা, কুষ্টিয়া, মেহেরপুর, বরিশাল, ভোলা, ঝালকাঠি, পিরোজপুর, বরগুনা, পটুয়াখালী জেলা। — [538, 1048, 816, 1160]
email-link[interactable]: alljobs.query@teletalk.com.bd — [826, 1467, 964, 1478]
table-row — [68, 925, 816, 1048]
ms-office-label: MS Office — [331, 2192, 385, 2205]
instruction-1a-i: i. Online-এ আবেদনপত্র পূরণ ও পরীক্ষার ফি জমাদান শুরুর তারিখ: ২২/১০/২০২৩ খ্রি., সকাল ১০:০০ টা। — [864, 341, 1398, 355]
header-count: পদের সংখ্যা — [228, 432, 270, 461]
row-districts: মাদারীপুর, রাজবাড়ী, ময়মনসিংহ, জামালপুর, নেত্রকোনা, শেরপুর, ব্রাহ্মণবাড়িয়া, চাঁদপুর, রাজশাহী, নওগাঁ, নাটোর, বগুড়া, পাবনা, খুলনা, বাগেরহাট, সাতক্ষীরা, কুষ্টিয়া, মেহেরপুর, বরিশাল, ভোলা, ঝালকাঠি, পিরোজপুর, বরগুনা, পটুয়াখালী জেলা। — [538, 813, 816, 925]
qualification-line: (খ) ড্রাইভার (হেভি) এর ক্ষেত্রে বৈধ হেভি লাইসেন্সসহ ভারী যানবাহন চালনায় ন্যূনতম ৩ বছরের অভিজ্ঞতা; এবং — [273, 1404, 508, 1427]
instruction-1g: ছ. SMS-এ প্রেরিত User ID এবং Password ব্যবহার করে পরবর্তীতে রোল নম্বর, পদের নাম, ছবি, পরীক্ষার তারিখ, সময় ও কেন্দ্রের নাম ইত্যাদি তথ্য সম্বলিত প্রবেশপত্র প্রার্থী রঙিন প্রিন্ট করে নিবেন। প্রার্থী এই প্রবেশপত্রটি লিখিত পরীক্ষায় অংশগ্রহণের সময়ে এবং মৌখিক পরীক্ষার সময়ে (প্রযোজ্য ক্ষেত্রে) অবশ্যই প্রদর্শন করবেন। — [843, 801, 1483, 827]
row-districts: ঢাকা, গাজীপুর, মানিকগঞ্জ, মুন্সীগঞ্জ, নারায়ণগঞ্জ, নরসিংদী, ফরিদপুর, গোপালগঞ্জ, মাদারীপুর, রাজবাড়ী, শরীয়তপুর, কিশোরগঞ্জ, টাঙ্গাইল, রাজশাহী, নওগাঁ, নাটোর, চাঁপাইনবাবগঞ্জ জেলা। — [538, 1909, 816, 2031]
instruction-8: ৮. নিয়োগের ক্ষেত্রে সরকারের বিদ্যমান বিধি-বিধান এবং সরকারি অন্যান্য নির্দেশনা অনুসরণ করা হবে। — [826, 1174, 1207, 1186]
row-qualification — [270, 705, 538, 813]
row-count: ১৫টি — [228, 813, 270, 925]
qualification-line: (গ) সাঁটলিপিতে সর্বনিম্ন গতি প্রতি মিনিটে ইংরেজিতে ৭০ শব্দ এবং বাংলায় ৫০ শব্দ; এবং — [273, 964, 528, 986]
qualification-text: (খ) কম্পিউটারে — [273, 853, 329, 863]
header-serial: ক্রম নং — [68, 432, 101, 461]
instruction-11f: চ. এতিম ও শারীরিক প্রতিবন্ধী কোটার প্রার্থীর ক্ষেত্রে সমাজসেবা অধিদপ্তরের কর্তৃপক্ষ কর্তৃক প্রদত্ত সনদপত্র; — [843, 1400, 1246, 1412]
row-count: ০৯টি — [964, 123, 1001, 200]
row-serial: ১৫. — [68, 2241, 101, 2353]
qualification-line — [273, 851, 535, 864]
qualification-text: (খ) কম্পিউটারে — [273, 733, 329, 743]
ms-office-label: MS Office — [331, 1073, 385, 1087]
row-post: অফিস সহায়ক ৮২৫০-২০০১০/- গ্রেড- ২০তম — [854, 200, 964, 241]
instruction-1a: ক. পরীক্ষায় অংশগ্রহণে ইচ্ছুক প্রার্থী http://dter.teletalk.com.bd এই ওয়েবসাইটে আবেদন পূরণ করতে পারবেন। আবেদনের সময়সীমা নিম্নরূপ: — [843, 322, 1414, 334]
